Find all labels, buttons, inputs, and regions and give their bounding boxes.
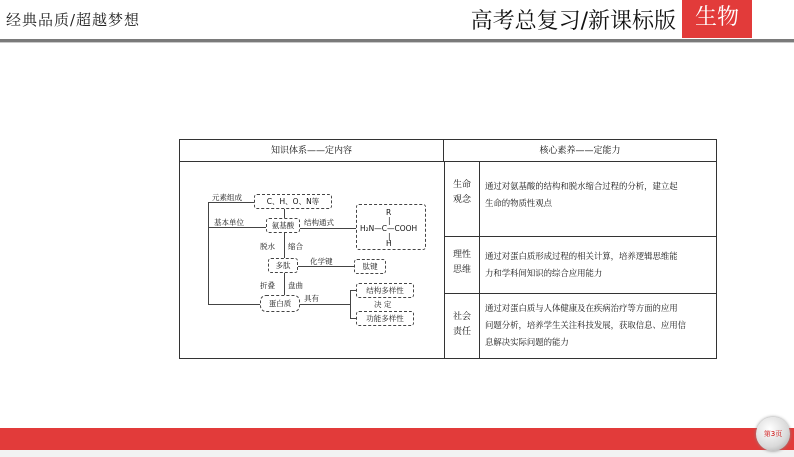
label-folding: 折叠 (260, 281, 275, 290)
slogan: 经典品质/超越梦想 (6, 11, 141, 29)
description-life-concept: 通过对氨基酸的结构和脱水缩合过程的分析，建立起 生命的物质性观点 (485, 181, 678, 208)
map-line (284, 233, 285, 258)
peptide-bond-box: 肽键 (354, 259, 386, 274)
map-line (208, 202, 254, 203)
category-rational-thinking: 理性 思维 (452, 250, 471, 275)
formula-main: H₂N—C—COOH (360, 224, 418, 233)
category-life-concept: 生命 观念 (452, 180, 471, 205)
function-diversity-box: 功能多样性 (356, 311, 414, 326)
row-divider (444, 236, 716, 237)
series-title: 高考总复习/新课标版 (470, 9, 676, 34)
map-line (208, 227, 266, 228)
elements-box: C、H、O、N等 (254, 194, 332, 209)
amino-acid-box: 氨基酸 (266, 218, 300, 233)
label-dehydration: 脱水 (260, 242, 275, 251)
label-has: 具有 (304, 294, 319, 303)
header (0, 0, 794, 42)
polypeptide-box: 多肽 (268, 258, 298, 273)
label-decides: 决 定 (374, 300, 392, 309)
knowledge-table (179, 139, 717, 359)
formula-bond-bottom: | (388, 232, 391, 241)
description-social-responsibility: 通过对蛋白质与人体健康及在疾病治疗等方面的应用 问题分析，培养学生关注科技发展，获取信息、应用信 息解决实际问题的能力 (485, 303, 686, 347)
protein-box: 蛋白质 (260, 295, 300, 312)
subject-badge: 生物 (682, 0, 752, 38)
category-social-responsibility: 社会 责任 (452, 312, 471, 337)
description-rational-thinking: 通过对蛋白质形成过程的相关计算，培养逻辑思维能 力和学科间知识的综合应用能力 (485, 251, 678, 278)
label-basic-unit: 基本单位 (214, 218, 244, 227)
footer-bar (0, 428, 794, 450)
map-trunk-line (208, 202, 209, 304)
map-line (208, 304, 260, 305)
map-line (350, 290, 351, 318)
label-coiling: 盘曲 (288, 281, 303, 290)
label-general-formula: 结构通式 (304, 218, 334, 227)
map-line (300, 304, 350, 305)
formula-h: H (386, 239, 392, 248)
row-divider (444, 293, 716, 294)
right-header: 核心素养——定能力 (444, 140, 716, 162)
page-number: 第3页 (763, 430, 783, 438)
category-divider (479, 162, 480, 358)
map-line (284, 273, 285, 295)
formula-bond-top: | (388, 216, 391, 225)
general-formula-box (356, 204, 426, 250)
page-badge (756, 417, 790, 451)
footer-shadow (0, 450, 794, 457)
map-line (284, 209, 285, 218)
map-line (298, 266, 354, 267)
label-element-composition: 元素组成 (212, 193, 242, 202)
header-rule-light (0, 42, 794, 43)
formula-r: R (386, 208, 392, 217)
structure-diversity-box: 结构多样性 (356, 283, 414, 298)
label-condensation: 缩合 (288, 242, 303, 251)
concept-map (180, 162, 444, 358)
map-line (300, 228, 356, 229)
label-chemical-bond: 化学键 (310, 257, 333, 266)
left-header: 知识体系——定内容 (180, 140, 444, 162)
